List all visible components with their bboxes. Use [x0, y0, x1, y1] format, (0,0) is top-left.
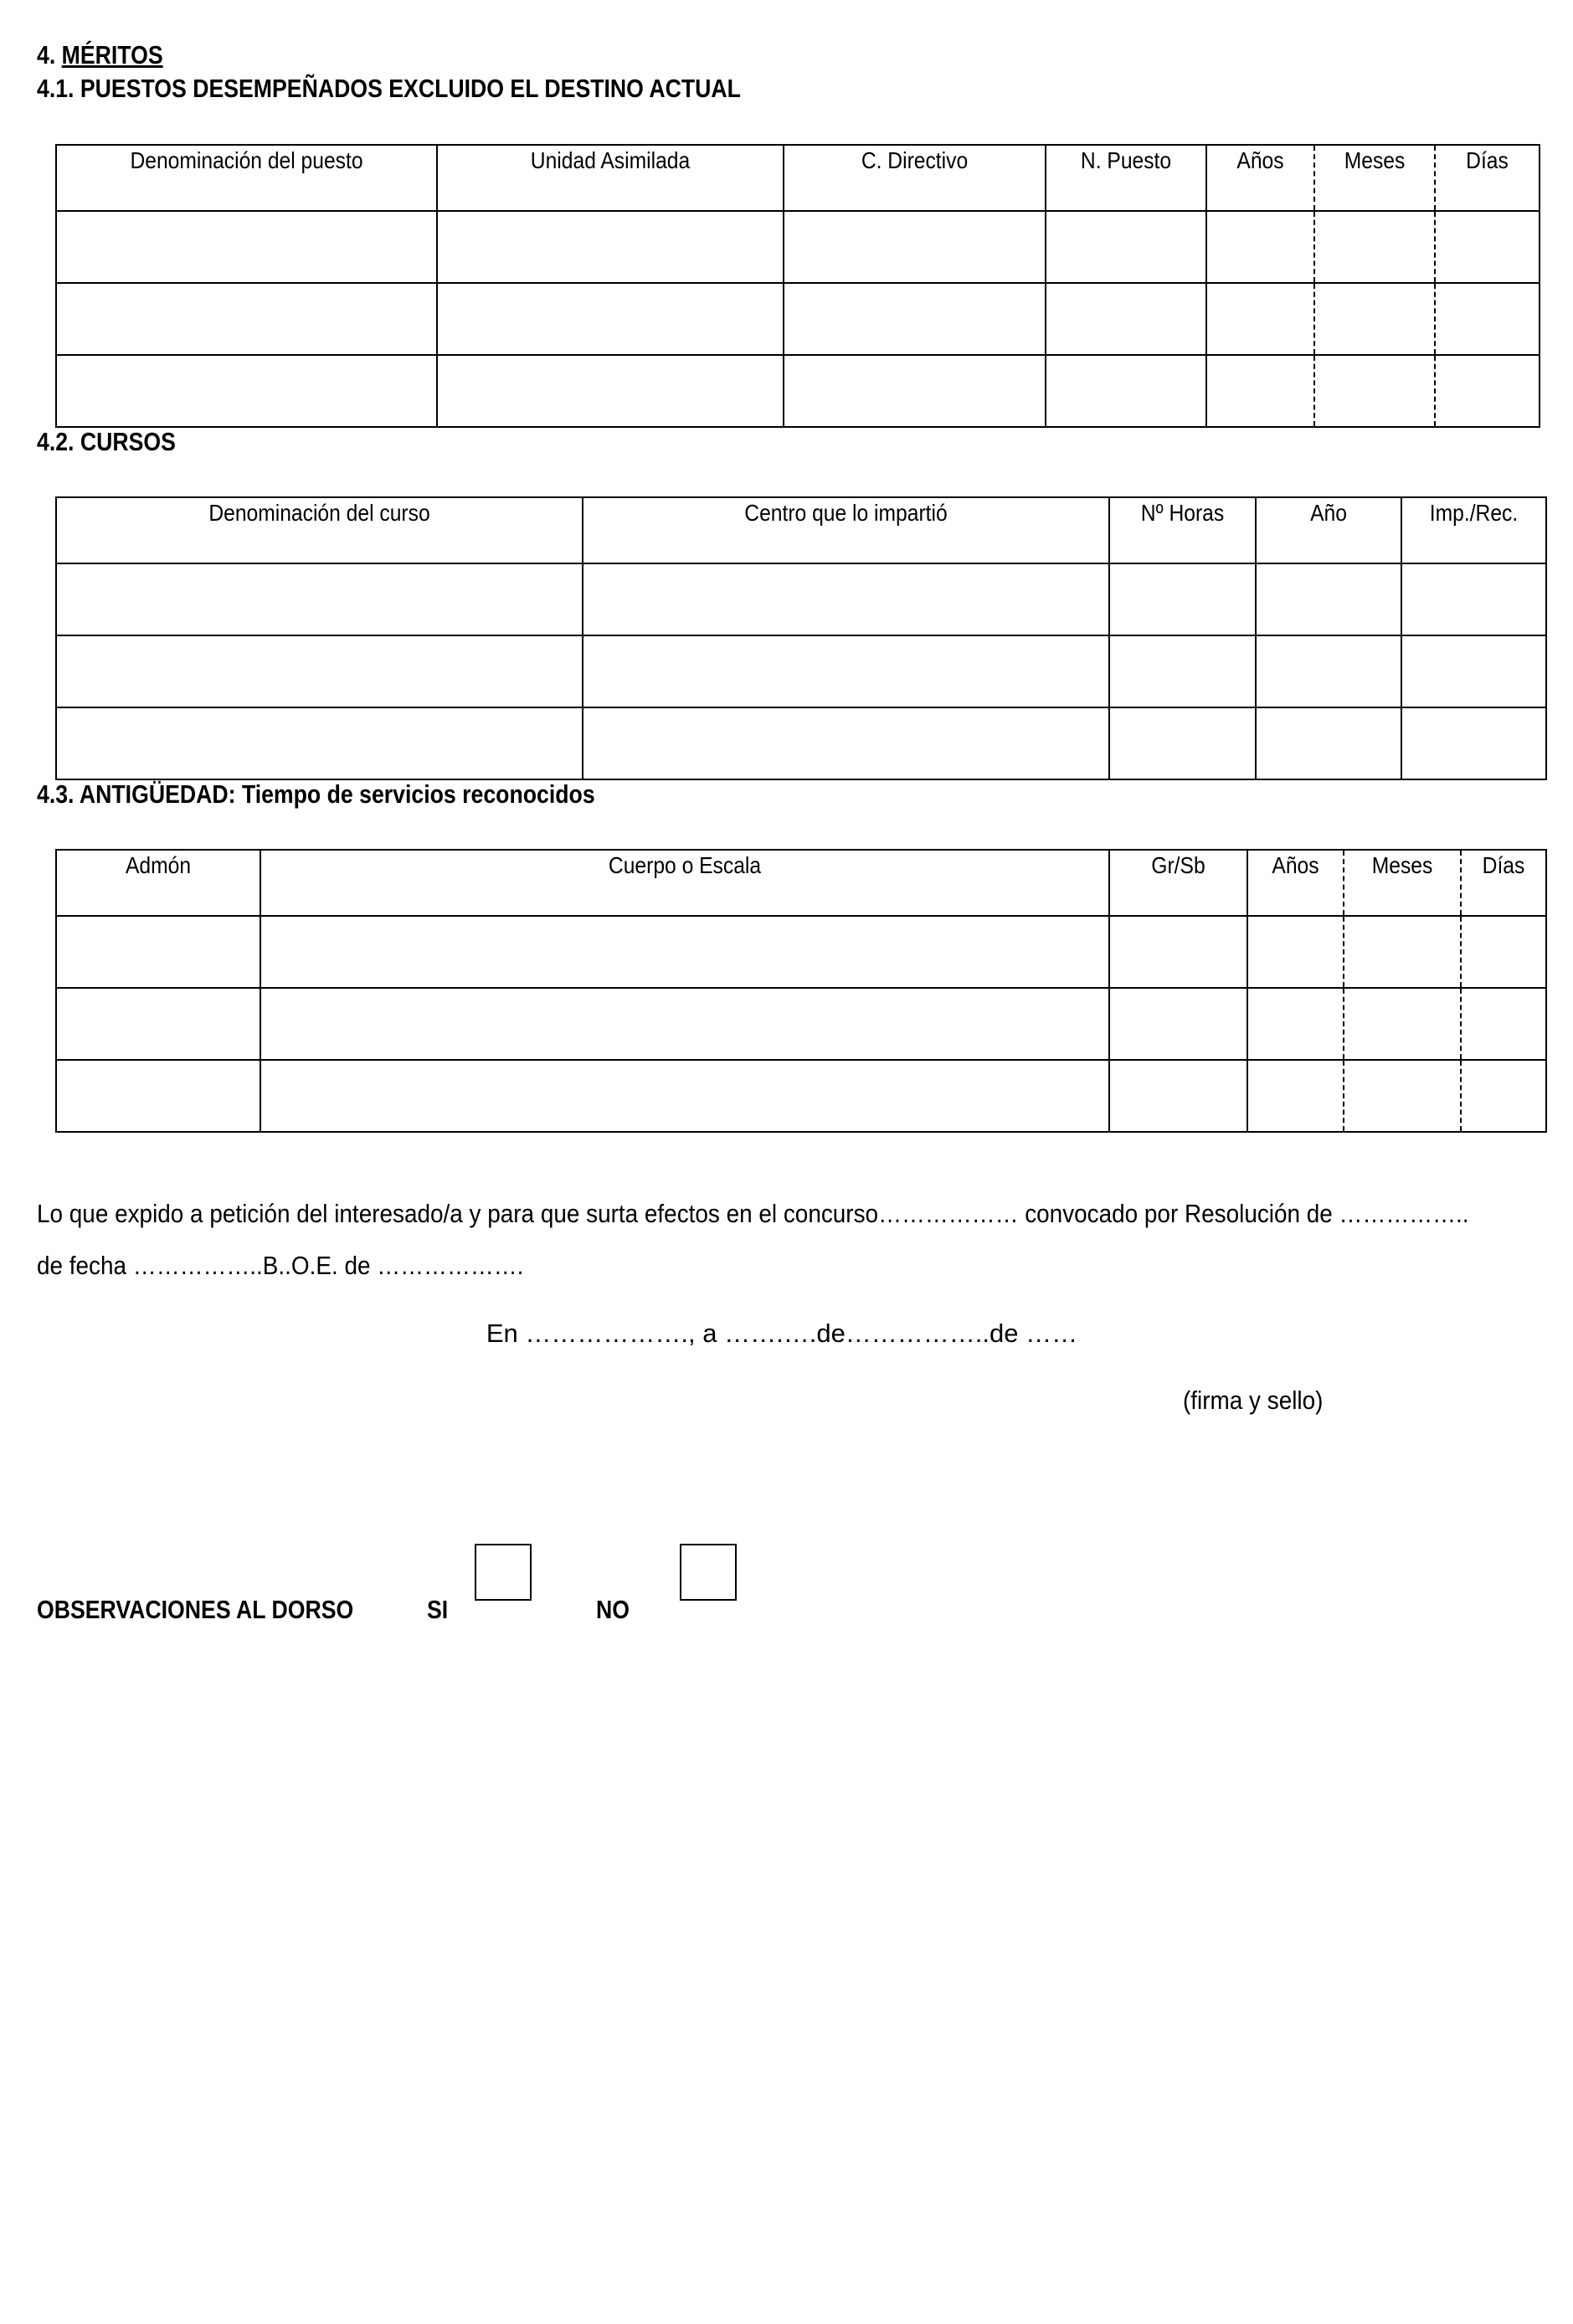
puestos-table — [55, 144, 1540, 428]
col-header: Centro que lo impartió — [583, 497, 1109, 563]
field-unidad-asimilada[interactable] — [437, 283, 784, 355]
antiguedad-heading: 4.3. ANTIGÜEDAD: Tiempo de servicios reconocidos — [37, 779, 595, 809]
field-centro[interactable] — [583, 707, 1109, 779]
col-header: Nº Horas — [1109, 497, 1256, 563]
field-centro[interactable] — [583, 635, 1109, 707]
field-gr-sb[interactable] — [1109, 916, 1247, 988]
field-dias[interactable] — [1435, 211, 1540, 283]
field-meses[interactable] — [1314, 211, 1435, 283]
col-header: N. Puesto — [1046, 145, 1206, 211]
field-n-puesto[interactable] — [1046, 355, 1206, 427]
field-horas[interactable] — [1109, 707, 1256, 779]
antiguedad-header-row — [56, 850, 1546, 916]
field-ano[interactable] — [1256, 635, 1401, 707]
puestos-heading: 4.1. PUESTOS DESEMPEÑADOS EXCLUIDO EL DESTINO ACTUAL — [37, 74, 741, 103]
field-meses[interactable] — [1344, 988, 1461, 1060]
field-meses[interactable] — [1314, 355, 1435, 427]
no-checkbox[interactable] — [680, 1544, 737, 1601]
cursos-heading: 4.2. CURSOS — [37, 427, 176, 456]
field-ano[interactable] — [1256, 563, 1401, 635]
field-cuerpo-escala[interactable] — [260, 916, 1109, 988]
field-cuerpo-escala[interactable] — [260, 1060, 1109, 1132]
field-imp-rec[interactable] — [1401, 635, 1546, 707]
col-header: Admón — [56, 850, 260, 916]
col-header: Meses — [1344, 850, 1461, 916]
certification-line-2: de fecha ……………..B..O.E. de ………………. — [37, 1251, 524, 1280]
field-c-directivo[interactable] — [784, 283, 1046, 355]
col-header: Meses — [1314, 145, 1435, 211]
col-header: Imp./Rec. — [1401, 497, 1546, 563]
cursos-table — [55, 496, 1547, 780]
observaciones-label: OBSERVACIONES AL DORSO — [37, 1595, 354, 1624]
table-row — [56, 635, 1546, 707]
signature-label: (firma y sello) — [1183, 1386, 1324, 1415]
field-gr-sb[interactable] — [1109, 1060, 1247, 1132]
table-row — [56, 1060, 1546, 1132]
field-imp-rec[interactable] — [1401, 563, 1546, 635]
col-header: Días — [1461, 850, 1546, 916]
field-denominacion-curso[interactable] — [56, 563, 583, 635]
table-row — [56, 988, 1546, 1060]
col-header: Años — [1206, 145, 1314, 211]
field-denominacion-puesto[interactable] — [56, 355, 437, 427]
field-unidad-asimilada[interactable] — [437, 355, 784, 427]
field-dias[interactable] — [1435, 283, 1540, 355]
section-title — [37, 40, 163, 70]
field-admon[interactable] — [56, 988, 260, 1060]
table-row — [56, 355, 1540, 427]
field-anos[interactable] — [1206, 283, 1314, 355]
field-horas[interactable] — [1109, 635, 1256, 707]
field-denominacion-curso[interactable] — [56, 707, 583, 779]
field-admon[interactable] — [56, 1060, 260, 1132]
field-c-directivo[interactable] — [784, 355, 1046, 427]
field-denominacion-curso[interactable] — [56, 635, 583, 707]
col-header: C. Directivo — [784, 145, 1046, 211]
col-header: Cuerpo o Escala — [260, 850, 1109, 916]
field-meses[interactable] — [1344, 1060, 1461, 1132]
table-row — [56, 563, 1546, 635]
table-row — [56, 707, 1546, 779]
field-dias[interactable] — [1461, 916, 1546, 988]
field-dias[interactable] — [1461, 988, 1546, 1060]
puestos-header-row — [56, 145, 1540, 211]
no-label: NO — [596, 1595, 630, 1624]
si-checkbox[interactable] — [475, 1544, 532, 1601]
table-row — [56, 283, 1540, 355]
section-number: 4. — [37, 40, 56, 69]
field-c-directivo[interactable] — [784, 211, 1046, 283]
field-anos[interactable] — [1206, 355, 1314, 427]
col-header: Años — [1247, 850, 1344, 916]
field-anos[interactable] — [1247, 916, 1344, 988]
table-row — [56, 916, 1546, 988]
field-anos[interactable] — [1247, 1060, 1344, 1132]
field-gr-sb[interactable] — [1109, 988, 1247, 1060]
antiguedad-table — [55, 849, 1547, 1133]
field-centro[interactable] — [583, 563, 1109, 635]
col-header: Denominación del curso — [56, 497, 583, 563]
table-row — [56, 211, 1540, 283]
field-horas[interactable] — [1109, 563, 1256, 635]
field-dias[interactable] — [1461, 1060, 1546, 1132]
field-meses[interactable] — [1314, 283, 1435, 355]
field-admon[interactable] — [56, 916, 260, 988]
field-denominacion-puesto[interactable] — [56, 211, 437, 283]
field-imp-rec[interactable] — [1401, 707, 1546, 779]
col-header: Año — [1256, 497, 1401, 563]
cursos-header-row — [56, 497, 1546, 563]
section-title-text: MÉRITOS — [61, 40, 163, 69]
si-label: SI — [427, 1595, 449, 1624]
field-dias[interactable] — [1435, 355, 1540, 427]
field-anos[interactable] — [1206, 211, 1314, 283]
col-header: Unidad Asimilada — [437, 145, 784, 211]
field-n-puesto[interactable] — [1046, 283, 1206, 355]
col-header: Gr/Sb — [1109, 850, 1247, 916]
field-ano[interactable] — [1256, 707, 1401, 779]
col-header: Denominación del puesto — [56, 145, 437, 211]
field-cuerpo-escala[interactable] — [260, 988, 1109, 1060]
field-n-puesto[interactable] — [1046, 211, 1206, 283]
col-header: Días — [1435, 145, 1540, 211]
place-date-line: En ………………., a …….….de……………..de …… — [486, 1319, 1078, 1348]
field-unidad-asimilada[interactable] — [437, 211, 784, 283]
field-meses[interactable] — [1344, 916, 1461, 988]
certification-line-1: Lo que expido a petición del interesado/a y para que surta efectos en el concurso……………… convocado por Resolución de …………….. — [37, 1199, 1469, 1228]
field-anos[interactable] — [1247, 988, 1344, 1060]
field-denominacion-puesto[interactable] — [56, 283, 437, 355]
